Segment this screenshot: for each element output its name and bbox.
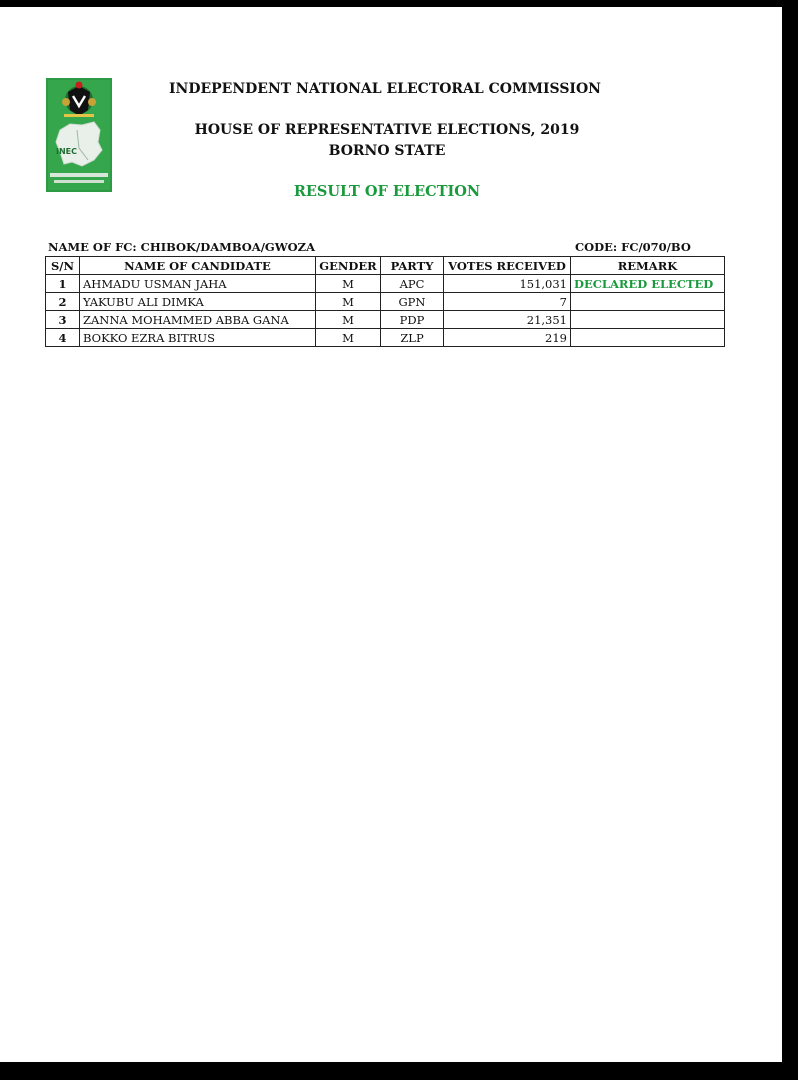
table-row [46, 311, 725, 329]
cell-votes: 21,351 [444, 311, 571, 329]
cell-votes: 151,031 [444, 275, 571, 293]
fc-code-label: CODE: FC/070/BO [575, 240, 691, 254]
cell-remark [571, 329, 725, 347]
cell-gender: M [316, 275, 381, 293]
column-header-remark: REMARK [571, 257, 725, 275]
column-header-candidate: NAME OF CANDIDATE [80, 257, 316, 275]
cell-votes: 219 [444, 329, 571, 347]
fc-name-label: NAME OF FC: CHIBOK/DAMBOA/GWOZA [48, 240, 315, 254]
cell-candidate: ZANNA MOHAMMED ABBA GANA [80, 311, 316, 329]
column-header-sn: S/N [46, 257, 80, 275]
results-table [45, 256, 725, 347]
cell-candidate: AHMADU USMAN JAHA [80, 275, 316, 293]
cell-party: GPN [381, 293, 444, 311]
column-header-gender: GENDER [316, 257, 381, 275]
cell-party: PDP [381, 311, 444, 329]
cell-remark [571, 311, 725, 329]
cell-sn: 3 [46, 311, 80, 329]
document-page [0, 7, 782, 1062]
column-header-votes: VOTES RECEIVED [444, 257, 571, 275]
cell-party: APC [381, 275, 444, 293]
result-title: RESULT OF ELECTION [293, 183, 481, 200]
cell-gender: M [316, 293, 381, 311]
document-body [0, 7, 782, 1062]
cell-remark [571, 293, 725, 311]
table-row [46, 329, 725, 347]
cell-remark: DECLARED ELECTED [571, 275, 725, 293]
election-title: HOUSE OF REPRESENTATIVE ELECTIONS, 2019 [194, 122, 580, 138]
commission-title: INDEPENDENT NATIONAL ELECTORAL COMMISSION [169, 81, 601, 97]
cell-candidate: YAKUBU ALI DIMKA [80, 293, 316, 311]
cell-party: ZLP [381, 329, 444, 347]
state-title: BORNO STATE [328, 143, 446, 159]
inec-logo-text: INEC [56, 147, 78, 156]
cell-gender: M [316, 311, 381, 329]
cell-sn: 2 [46, 293, 80, 311]
cell-gender: M [316, 329, 381, 347]
cell-sn: 4 [46, 329, 80, 347]
table-row [46, 275, 725, 293]
cell-candidate: BOKKO EZRA BITRUS [80, 329, 316, 347]
table-header-row [46, 257, 725, 275]
column-header-party: PARTY [381, 257, 444, 275]
table-row [46, 293, 725, 311]
cell-votes: 7 [444, 293, 571, 311]
cell-sn: 1 [46, 275, 80, 293]
